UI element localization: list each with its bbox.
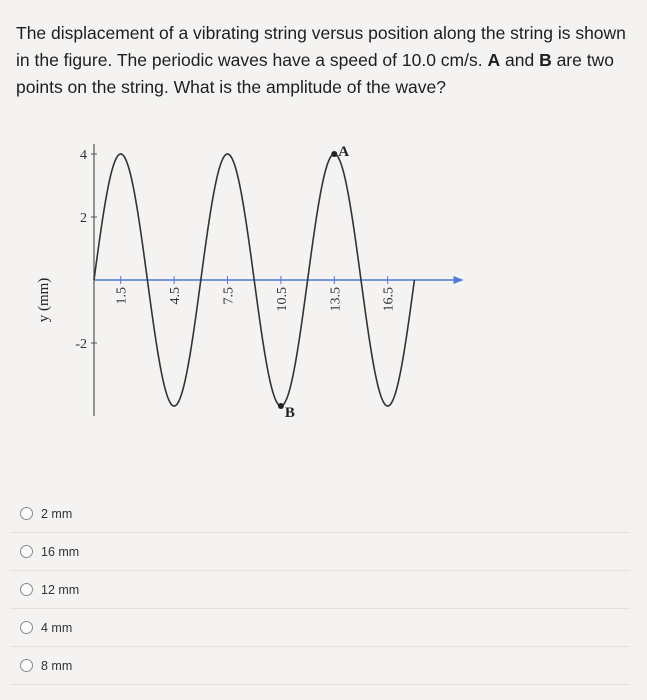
answer-option[interactable] [10,571,630,609]
answer-option-label: 4 mm [41,620,73,635]
y-tick-label: 2 [80,211,87,226]
radio-button-icon[interactable] [20,507,33,520]
point-a-ref: A [487,50,501,70]
x-tick-label: 10.5 [274,287,290,312]
radio-button-icon[interactable] [20,545,33,558]
wave-figure [0,130,647,430]
x-tick-label: 4.5 [168,287,184,305]
y-tick-label: 4 [80,148,87,163]
x-tick-label: 13.5 [328,287,344,312]
question-part2: and [500,50,540,70]
x-tick-label: 1.5 [114,287,130,305]
answer-option[interactable] [10,647,630,685]
question-part3: are two points on the string. What is the amplitude of the wave? [16,50,614,97]
answer-option-label: 16 mm [41,544,80,559]
answer-option-label: 12 mm [41,582,80,597]
point-b-marker [278,403,284,409]
y-axis-label: y (mm) [36,277,52,323]
radio-button-icon[interactable] [20,659,33,672]
answer-option-label: 8 mm [41,658,73,673]
x-tick-label: 16.5 [381,287,397,312]
answer-option-label: 2 mm [41,506,73,521]
point-a-label: A [338,144,350,160]
question-part1: The displacement of a vibrating string versus position along the string is shown in the figure. The periodic waves have a speed of 10.0 cm/s. [16,23,626,70]
question-text [16,20,631,101]
radio-button-icon[interactable] [20,583,33,596]
wave-chart [0,130,647,430]
answer-option[interactable] [10,495,630,533]
answer-option[interactable] [10,609,630,647]
y-tick-label: -2 [75,337,87,352]
answer-option[interactable] [10,533,630,571]
point-b-label: B [284,405,295,421]
radio-button-icon[interactable] [20,621,33,634]
point-a-marker [331,151,337,157]
point-b-ref: B [539,50,552,70]
x-tick-label: 7.5 [221,287,237,305]
